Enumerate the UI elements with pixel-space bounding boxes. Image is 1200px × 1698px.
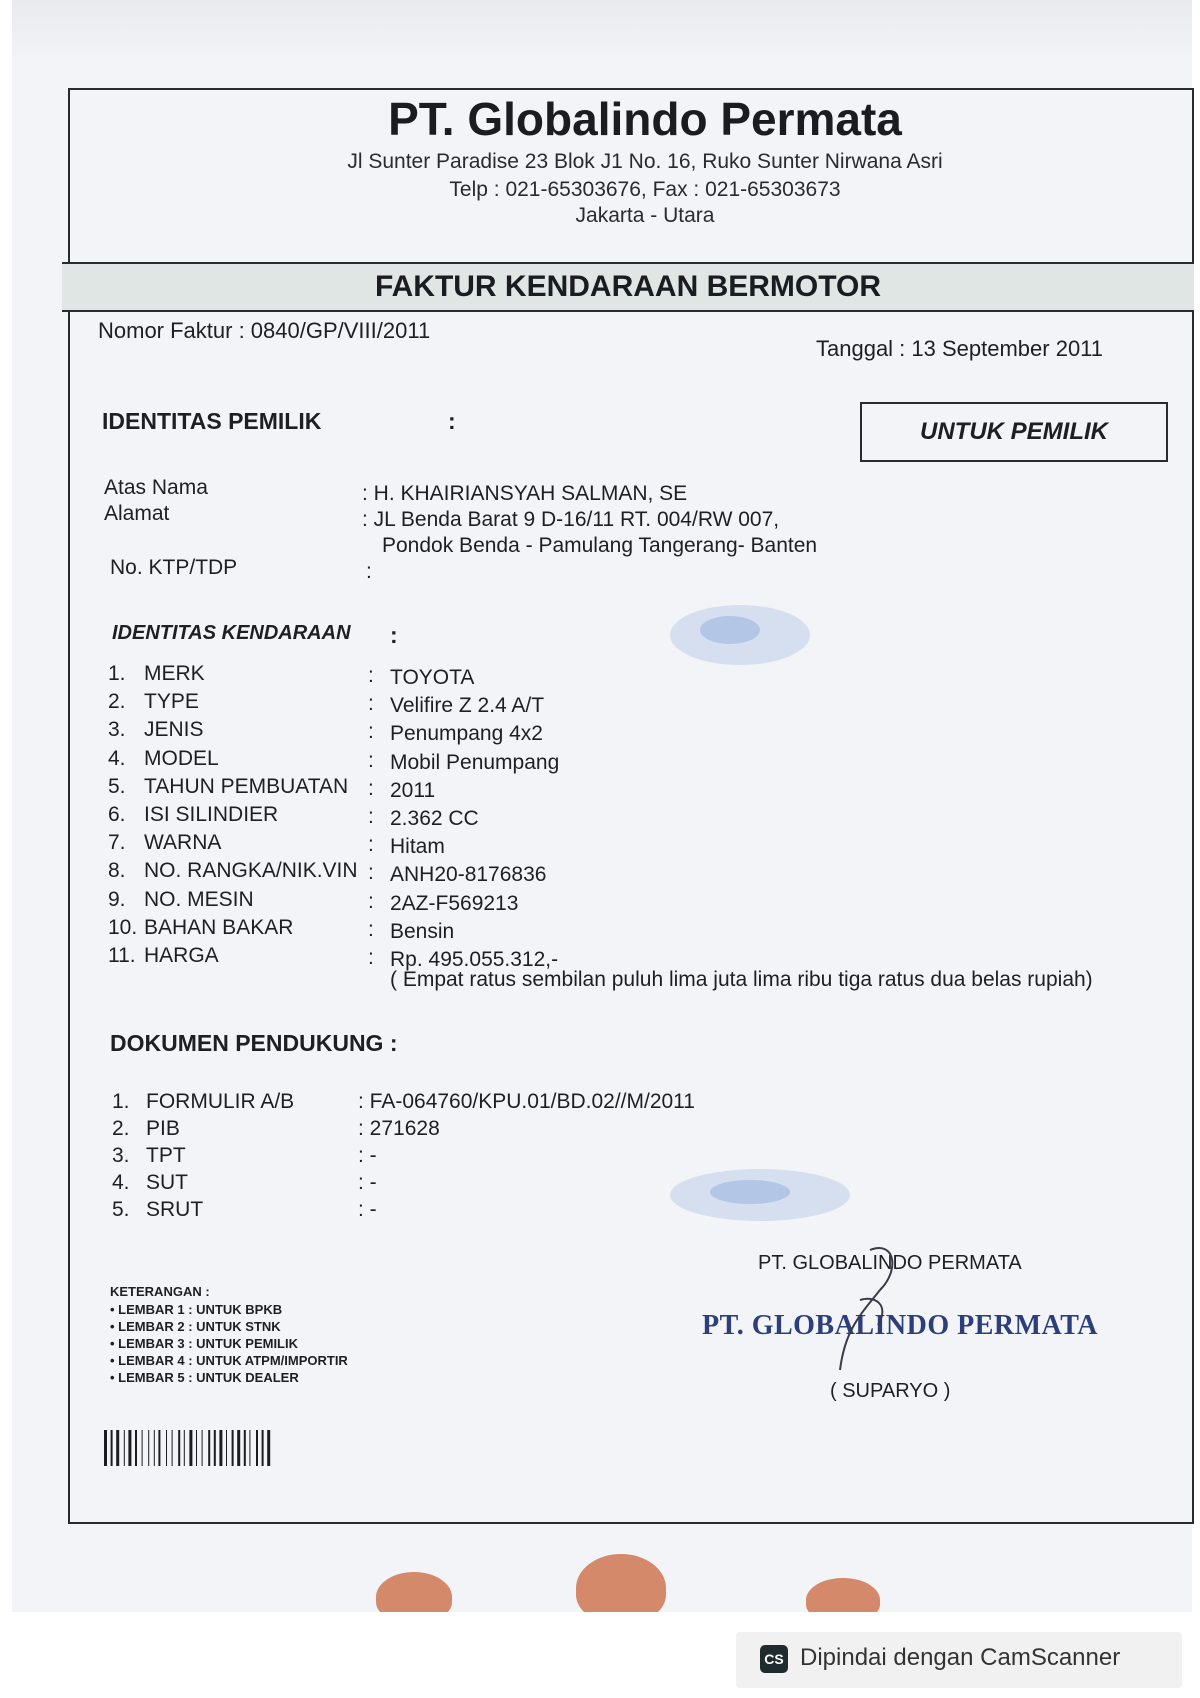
vehicle-row-colon: :	[368, 664, 374, 687]
document-row-label: FORMULIR A/B	[146, 1090, 295, 1113]
vehicle-row-colon: :	[368, 692, 374, 715]
note-item: • LEMBAR 2 : UNTUK STNK	[110, 1319, 281, 1334]
vehicle-row-number: 7.	[108, 831, 126, 854]
company-phone: Telp : 021-65303676, Fax : 021-65303673	[449, 178, 841, 201]
vehicle-row-colon: :	[368, 805, 374, 828]
vehicle-row-colon: :	[368, 861, 374, 884]
company-name: PT. Globalindo Permata	[388, 93, 902, 145]
price-in-words: ( Empat ratus sembilan puluh lima juta lima ribu tiga ratus dua belas rupiah)	[390, 968, 1093, 991]
vehicle-row-colon: :	[368, 833, 374, 856]
vehicle-row-value: Penumpang 4x2	[390, 722, 543, 745]
owner-address-line2: Pondok Benda - Pamulang Tangerang- Banten	[382, 534, 818, 557]
vehicle-heading-colon: :	[390, 622, 398, 648]
owner-heading: IDENTITAS PEMILIK	[102, 408, 322, 434]
vehicle-row-label: BAHAN BAKAR	[144, 916, 294, 939]
vehicle-row-number: 1.	[108, 662, 126, 685]
vehicle-row-value: TOYOTA	[390, 666, 475, 689]
note-item: • LEMBAR 3 : UNTUK PEMILIK	[110, 1336, 298, 1351]
camscanner-text: Dipindai dengan CamScanner	[800, 1644, 1121, 1671]
owner-name-value: : H. KHAIRIANSYAH SALMAN, SE	[362, 482, 688, 505]
document-row-value: : -	[358, 1144, 377, 1167]
signature-company: PT. GLOBALINDO PERMATA	[758, 1252, 1022, 1274]
vehicle-row-label: MODEL	[144, 747, 219, 770]
document-row-label: PIB	[146, 1117, 180, 1140]
vehicle-row-label: NO. RANGKA/NIK.VIN	[144, 859, 358, 882]
vehicle-row-value: Bensin	[390, 920, 455, 943]
company-stamp: PT. GLOBALINDO PERMATA	[702, 1310, 1099, 1341]
owner-address-label: Alamat	[104, 502, 170, 525]
vehicle-row-number: 6.	[108, 803, 126, 826]
vehicle-heading: IDENTITAS KENDARAAN	[112, 622, 351, 644]
vehicle-row-number: 3.	[108, 718, 126, 741]
document-row-label: TPT	[146, 1144, 186, 1167]
document-row-value: : -	[358, 1171, 377, 1194]
vehicle-row-value: ANH20-8176836	[390, 863, 547, 886]
document-row-number: 3.	[112, 1144, 130, 1167]
vehicle-row-label: NO. MESIN	[144, 888, 254, 911]
document-row-value: : FA-064760/KPU.01/BD.02//M/2011	[358, 1090, 695, 1113]
copy-label-box: UNTUK PEMILIK	[860, 402, 1168, 462]
vehicle-row-colon: :	[368, 749, 374, 772]
document-row-number: 1.	[112, 1090, 130, 1113]
owner-address-line1: : JL Benda Barat 9 D-16/11 RT. 004/RW 007,	[362, 508, 780, 531]
vehicle-row-number: 5.	[108, 775, 126, 798]
vehicle-row-value: Velifire Z 2.4 A/T	[390, 694, 545, 717]
vehicle-row-label: HARGA	[144, 944, 219, 967]
document-row-label: SUT	[146, 1171, 188, 1194]
vehicle-row-colon: :	[368, 720, 374, 743]
vehicle-row-value: Hitam	[390, 835, 445, 858]
vehicle-row-number: 9.	[108, 888, 126, 911]
owner-id-label: No. KTP/TDP	[110, 556, 238, 579]
vehicle-row-number: 8.	[108, 859, 126, 882]
document-row-value: : 271628	[358, 1117, 440, 1140]
owner-heading-colon: :	[448, 408, 456, 434]
notes-heading: KETERANGAN :	[110, 1284, 210, 1299]
vehicle-row-label: MERK	[144, 662, 205, 685]
vehicle-row-label: JENIS	[144, 718, 204, 741]
vehicle-row-label: ISI SILINDIER	[144, 803, 279, 826]
vehicle-row-number: 11.	[108, 944, 136, 967]
vehicle-row-number: 2.	[108, 690, 126, 713]
company-address: Jl Sunter Paradise 23 Blok J1 No. 16, Ruko Sunter Nirwana Asri	[347, 150, 943, 173]
vehicle-row-value: 2.362 CC	[390, 807, 479, 830]
vehicle-row-label: TAHUN PEMBUATAN	[144, 775, 349, 798]
vehicle-row-value: Rp. 495.055.312,-	[390, 948, 559, 971]
document-row-number: 4.	[112, 1171, 130, 1194]
camscanner-logo: CS	[760, 1645, 788, 1673]
paper-shadow	[12, 0, 1192, 60]
vehicle-row-value: 2AZ-F569213	[390, 892, 519, 915]
document-row-value: : -	[358, 1198, 377, 1221]
documents-heading: DOKUMEN PENDUKUNG :	[110, 1030, 398, 1056]
vehicle-row-value: Mobil Penumpang	[390, 751, 560, 774]
note-item: • LEMBAR 4 : UNTUK ATPM/IMPORTIR	[110, 1353, 348, 1368]
document-row-label: SRUT	[146, 1198, 204, 1221]
document-row-number: 5.	[112, 1198, 130, 1221]
company-city: Jakarta - Utara	[575, 204, 715, 227]
vehicle-row-number: 10.	[108, 916, 138, 939]
vehicle-row-colon: :	[368, 777, 374, 800]
invoice-number: Nomor Faktur : 0840/GP/VIII/2011	[98, 318, 431, 343]
vehicle-row-number: 4.	[108, 747, 126, 770]
barcode	[104, 1430, 404, 1466]
note-item: • LEMBAR 1 : UNTUK BPKB	[110, 1302, 283, 1317]
document-title: FAKTUR KENDARAAN BERMOTOR	[374, 270, 882, 303]
invoice-date: Tanggal : 13 September 2011	[816, 336, 1104, 361]
vehicle-row-value: 2011	[390, 779, 436, 802]
vehicle-row-label: TYPE	[144, 690, 199, 713]
vehicle-row-colon: :	[368, 890, 374, 913]
vehicle-row-colon: :	[368, 946, 374, 969]
signer-name: ( SUPARYO )	[830, 1380, 951, 1402]
note-item: • LEMBAR 5 : UNTUK DEALER	[110, 1370, 299, 1385]
owner-name-label: Atas Nama	[104, 476, 208, 499]
vehicle-row-label: WARNA	[144, 831, 222, 854]
document-row-number: 2.	[112, 1117, 130, 1140]
owner-id-value: :	[366, 560, 372, 583]
vehicle-row-colon: :	[368, 918, 374, 941]
